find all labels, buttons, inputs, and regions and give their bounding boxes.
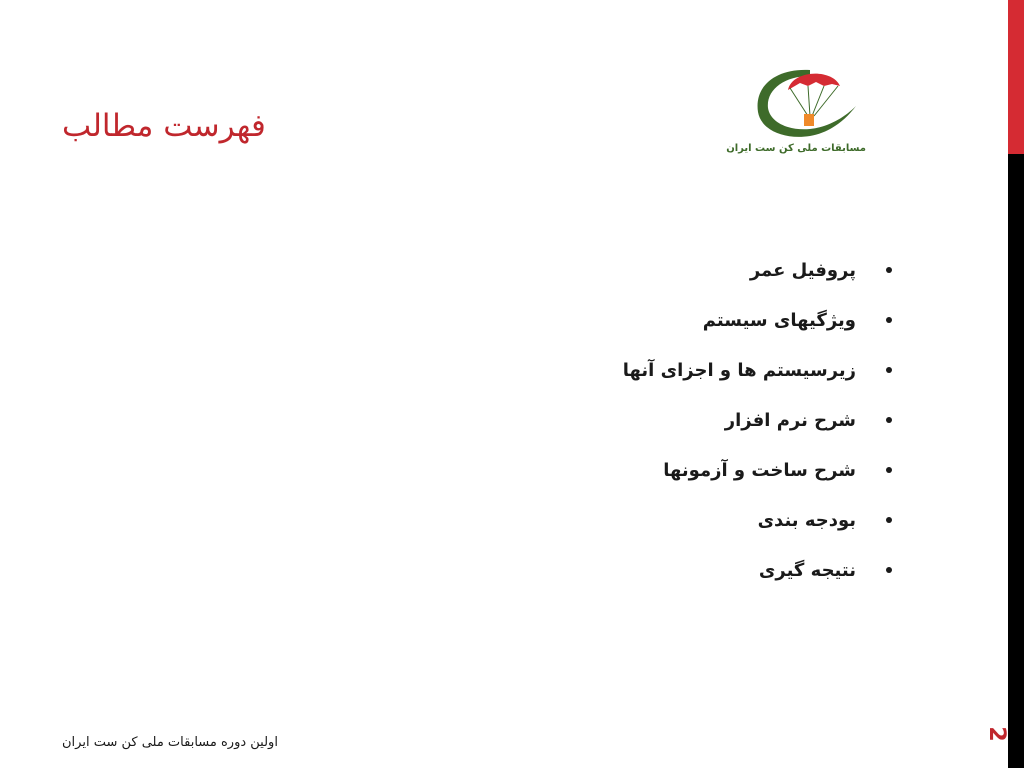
bullet-icon xyxy=(886,367,892,373)
bullet-icon xyxy=(886,467,892,473)
list-item xyxy=(600,306,900,340)
bullet-icon xyxy=(886,417,892,423)
list-item-text: زیرسیستم ها و اجزای آنها xyxy=(622,360,856,381)
bullet-icon xyxy=(886,317,892,323)
list-item-text: ویژگیهای سیستم xyxy=(702,310,856,331)
list-item-text: شرح نرم افزار xyxy=(724,410,856,431)
logo xyxy=(726,64,866,160)
slide-title: فهرست مطالب xyxy=(62,108,266,144)
bullet-icon xyxy=(886,517,892,523)
list-item-text: پروفیل عمر xyxy=(749,260,856,281)
list-item xyxy=(600,556,900,590)
list-item xyxy=(600,256,900,290)
list-item-text: نتیجه گیری xyxy=(758,560,856,581)
slide-footer: اولین دوره مسابقات ملی کن ست ایران xyxy=(62,735,278,750)
logo-text: مسابقات ملی کن ست ایران xyxy=(726,143,866,154)
page-number: 2 xyxy=(984,726,1009,742)
list-item-text: بودجه بندی xyxy=(757,510,856,531)
bullet-icon xyxy=(886,567,892,573)
list-item xyxy=(600,356,900,390)
sidebar-bar-black xyxy=(1008,154,1024,768)
list-item xyxy=(600,406,900,440)
bullet-icon xyxy=(886,267,892,273)
list-item xyxy=(600,456,900,490)
sidebar-accent-red xyxy=(1008,0,1024,154)
list-item-text: شرح ساخت و آزمونها xyxy=(663,460,856,481)
list-item xyxy=(600,506,900,540)
